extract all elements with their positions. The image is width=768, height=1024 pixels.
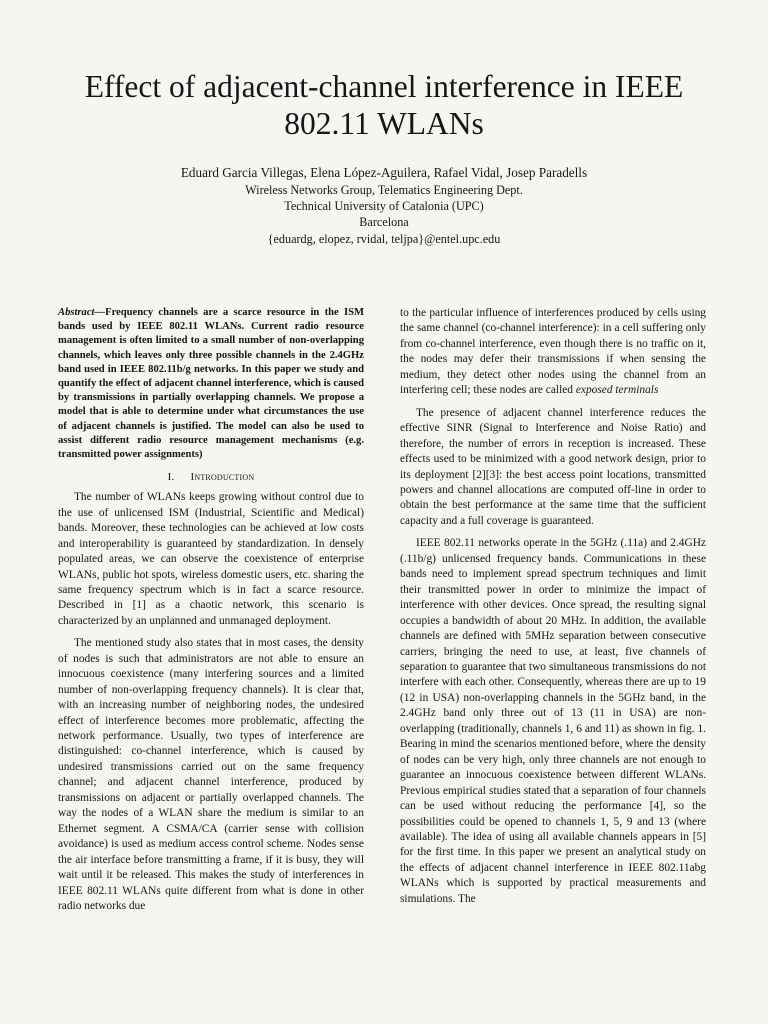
intro-paragraph-2: The mentioned study also states that in most cases, the density of nodes is such that administrators are not able to ensure an innocuous coexistence (many interfering sources and a limited number of non-overlapping frequency channels). It is clear that, with an increasing number of neighboring nodes, the undesired effect of interference becomes more problematic, affecting the network performance. Usually, two types of interference are distinguished: co-channel interference, which is caused by undesired transmissions carried out on the same frequency channel; and adjacent channel interference, produced by transmissions on adjacent or partially overlapped channels. The way the nodes of a WLAN share the medium is similar to an Ethernet segment. A CSMA/CA (carrier sense with collision avoidance) is used as medium access control scheme. Nodes sense the air interface before transmitting a frame, if it is busy, they will wait until it be released. This makes the study of interferences in IEEE 802.11 WLANs quite different from what is done in other radio networks due [58, 637, 364, 913]
affiliation-block [60, 182, 708, 247]
section-number: I. [167, 471, 175, 484]
left-column [58, 306, 364, 914]
author-list: Eduard Garcia Villegas, Elena López-Aguilera, Rafael Vidal, Josep Paradells [180, 165, 588, 180]
right-column [400, 306, 706, 907]
affiliation-emails: {eduardg, elopez, rvidal, teljpa}@entel.upc.edu [267, 231, 501, 246]
affiliation-city: Barcelona [359, 215, 409, 230]
exposed-terminals-term: exposed terminals [575, 384, 659, 397]
intro-paragraph-1: The number of WLANs keeps growing without control due to the use of unlicensed ISM (Industrial, Scientific and Medical) bands. Moreover, these technologies can be achieved at low costs and interoperability is guaranteed by standardization. In densely populated areas, we can observe the coexistence of enterprise WLANs, public hot spots, wireless domestic users, etc. sharing the same frequency spectrum which is in fact a scarce resource. Described in [1] as a chaotic network, this scenario is characterized by an unplanned and unmanaged deployment. [58, 491, 364, 627]
right-paragraph-2: The presence of adjacent channel interference reduces the effective SINR (Signal to Interference and Noise Ratio) and therefore, the number of errors in reception is increased. These effects used to be minimized with a good network design, prior to its deployment [2][3]: the best access point locations, transmitted powers and channel allocations are computed off-line in order to obtain the best performance at the same time that the sufficient capacity and a full coverage is guaranteed. [400, 406, 706, 527]
abstract-dash: — [94, 307, 106, 318]
title-line-1: Effect of adjacent-channel interference in IEEE [84, 69, 684, 104]
affiliation-university: Technical University of Catalonia (UPC) [284, 199, 484, 214]
abstract-label: Abstract [58, 307, 95, 318]
right-paragraph-3: IEEE 802.11 networks operate in the 5GHz (.11a) and 2.4GHz (.11b/g) unlicensed frequency bands. Communications in these bands need to implement spread spectrum techniques and limit their transmitted power in order to minimize the impact of interference with other devices. Once spread, the resulting signal occupies a bandwidth of about 20 MHz. In addition, the available channels are defined with 5MHz separation between consecutive carriers, bringing the need to use, at least, five channels of separation to guarantee that two simultaneous transmissions do not interfere with each other. Consequently, whereas there are up to 19 (12 in USA) non-overlapping channels in the 5GHz band, in the 2.4GHz band only three out of 13 (11 in USA) are non-overlapping (traditionally, channels 1, 6 and 11) as shown in fig. 1. Bearing in mind the scenarios mentioned before, where the density of nodes can be very high, only three channels are not enough to guarantee an innocuous coexistence between different WLANs. Previous empirical studies stated that a separation of four channels can be used without reducing the performance [4], so the possibilities could be opened to channels 1, 5, 9 and 13 (where available). The idea of using all available channels appears in [5] for the first time. In this paper we present an analytical study on the effects of adjacent channel interference in IEEE 802.11abg WLANs which is supported by practical measurements and simulations. The [400, 537, 706, 905]
abstract [58, 306, 364, 462]
right-paragraph-1-text: to the particular influence of interferences produced by cells using the same channel (co-channel interference): in a cell suffering only from co-channel interference, even though there is no traffic on it, the nodes may defer their transmissions if when sensing the medium, they detect other nodes using the channel from an interfering cell; these nodes are called [400, 307, 706, 397]
section-heading-introduction [58, 470, 364, 484]
section-name: Introduction [190, 471, 255, 484]
affiliation-group: Wireless Networks Group, Telematics Engineering Dept. [245, 183, 523, 197]
right-paragraph-1 [400, 306, 706, 399]
paper-title [60, 68, 708, 142]
title-line-2: 802.11 WLANs [284, 106, 484, 141]
abstract-text: Frequency channels are a scarce resource in the ISM bands used by IEEE 802.11 WLANs. Current radio resource management is often limited to a small number of non-overlapping channels, which leaves only three possible channels in the 2.4GHz band used in IEEE 802.11b/g networks. In this paper we study and quantify the effect of adjacent channel interference, which is caused by transmissions in partially overlapping channels. We propose a model that is able to determine under what circumstances the use of adjacent channels is justified. The model can also be used to assist different radio resource management mechanisms (e.g. transmitted power assignments) [58, 307, 364, 461]
